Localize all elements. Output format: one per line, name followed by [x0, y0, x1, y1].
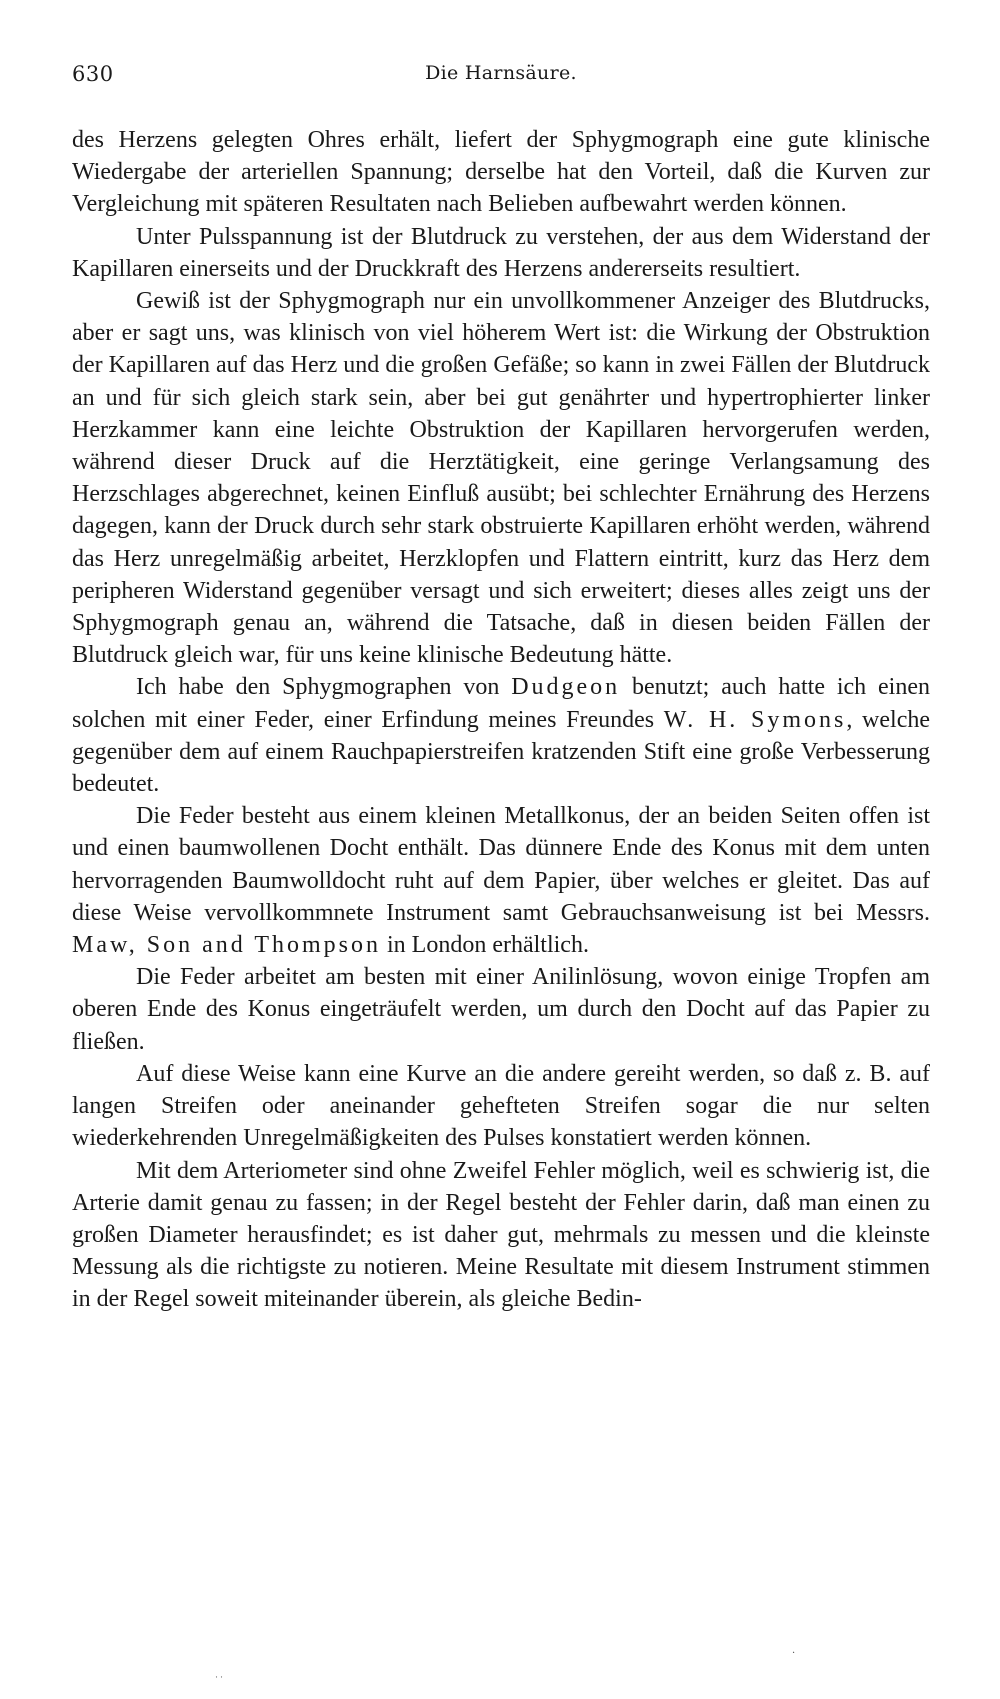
paragraph	[72, 961, 930, 1058]
text-run: , welche gegenüber dem auf einem Rauchpapierstreifen kratzenden Stift eine große Verbesserung bedeutet.	[72, 706, 930, 798]
body-text	[72, 124, 930, 1316]
text-run: Ich habe den Sphygmographen von	[136, 674, 512, 701]
paragraph	[72, 285, 930, 671]
text-run: in London erhältlich.	[381, 932, 589, 959]
text-run: Mit dem Arteriometer sind ohne Zweifel Fehler möglich, weil es schwierig ist, die Arterie damit genau zu fassen; in der Regel besteht der Fehler darin, daß man einen zu großen Diameter herausfindet; es ist daher gut, mehrmals zu messen und die kleinste Messung als die richtigste zu notieren. Meine Resultate mit diesem Instrument stimmen in der Regel soweit miteinander überein, als gleiche Bedin-	[72, 1157, 930, 1313]
spaced-name: Dudgeon	[511, 674, 621, 701]
text-run: Die Feder arbeitet am besten mit einer Anilinlösung, wovon einige Tropfen am oberen Ende des Konus eingeträufelt werden, um durch den Docht auf das Papier zu fließen.	[72, 964, 930, 1055]
text-run: benutzt; auch hatte ich einen solchen mit einer Feder, einer Erfindung meines Freundes	[72, 674, 930, 733]
text-run: Unter Pulsspannung ist der Blutdruck zu verstehen, der aus dem Widerstand der Kapillaren einerseits und der Druckkraft des Herzens andererseits resultiert.	[72, 223, 930, 282]
paragraph	[72, 221, 930, 285]
page-header	[72, 62, 930, 92]
paragraph	[72, 1155, 930, 1316]
spaced-name: W. H. Symons	[663, 706, 847, 733]
text-run: Die Feder besteht aus einem kleinen Metallkonus, der an beiden Seiten offen ist und einen baumwollenen Docht enthält. Das dünnere Ende des Konus mit dem unten hervorragenden Baumwolldocht ruht auf dem Papier, über welches er gleitet. Das auf diese Weise vervollkommnete Instrument samt Gebrauchsanweisung ist bei Messrs.	[72, 803, 930, 926]
text-run: Auf diese Weise kann eine Kurve an die andere gereiht werden, so daß z. B. auf langen Streifen oder aneinander gehefteten Streifen sogar die nur selten wiederkehrenden Unregelmäßigkeiten des Pulses konstatiert werden können.	[72, 1060, 930, 1152]
scan-speck: ·	[792, 1648, 796, 1659]
paragraph	[72, 671, 930, 800]
text-run: Gewiß ist der Sphygmograph nur ein unvollkommener Anzeiger des Blutdrucks, aber er sagt uns, was klinisch von viel höherem Wert ist: die Wirkung der Obstruktion der Kapillaren auf das Herz und die großen Gefäße; so kann in zwei Fällen der Blutdruck an und für sich gleich stark sein, aber bei gut genährter und hypertrophierter linker Herzkammer kann eine leichte Obstruktion der Kapillaren hervorgerufen werden, während dieser Druck auf die Herztätigkeit, eine geringe Verlangsamung des Herzschlages abgerechnet, keinen Einfluß ausübt; bei schlechter Ernährung des Herzens dagegen, kann der Druck durch sehr stark obstruierte Kapillaren erhöht werden, während das Herz unregelmäßig arbeitet, Herzklopfen und Flattern eintritt, kurz das Herz dem peripheren Widerstand gegenüber versagt und sich erweitert; dieses alles zeigt uns der Sphygmograph genau an, während die Tatsache, daß in diesen beiden Fällen der Blutdruck gleich war, für uns keine klinische Bedeutung hätte.	[72, 288, 930, 669]
text-run: des Herzens gelegten Ohres erhält, liefert der Sphygmograph eine gute klinische Wiedergabe der arteriellen Spannung; derselbe hat den Vorteil, daß die Kurven zur Vergleichung mit späteren Resultaten nach Belieben aufbewahrt werden können.	[72, 127, 930, 218]
running-head: Die Harnsäure.	[425, 62, 577, 84]
paragraph	[72, 800, 930, 961]
page-number: 630	[72, 62, 114, 86]
paragraph	[72, 124, 930, 221]
scan-speck: ˙˙	[214, 1676, 224, 1687]
paragraph	[72, 1058, 930, 1155]
spaced-name: Maw, Son and Thompson	[72, 932, 381, 959]
